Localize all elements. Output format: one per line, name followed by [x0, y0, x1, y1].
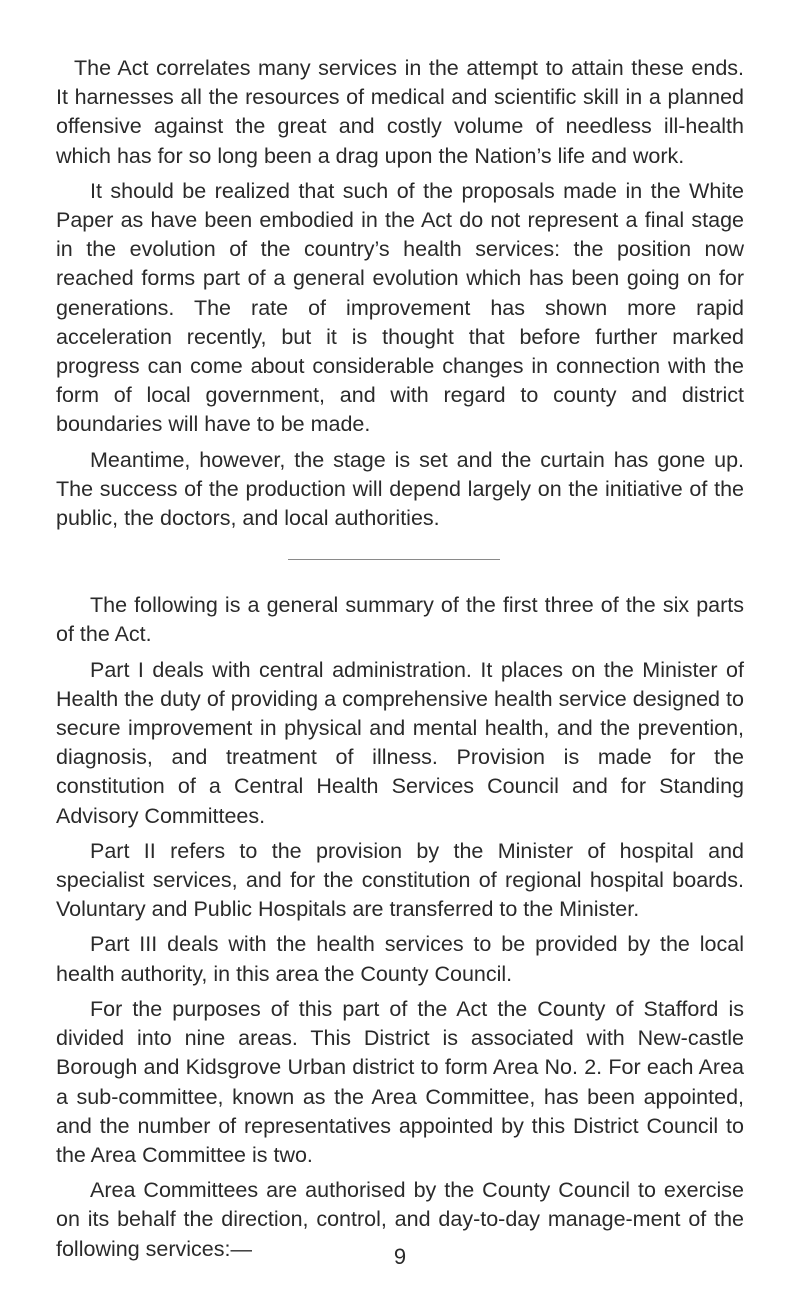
paragraph-county-areas: For the purposes of this part of the Act the County of Stafford is divided into nine areas. This District is associated with New-castle Borough and Kidsgrove Urban district to form Area No. 2. For each Area a sub-committee, known as the Area Committee, has been appointed, and the number of representatives appointed by this District Council to the Area Committee is two.: [56, 996, 744, 1167]
document-page: [56, 54, 744, 1264]
paragraph-act-correlates: The Act correlates many services in the attempt to attain these ends. It harnesses all the resources of medical and scientific skill in a planned offensive against the great and costly volume of needless ill-health which has for so long been a drag upon the Nation’s life and work.: [56, 56, 744, 168]
divider-rule: [288, 559, 500, 560]
paragraph-part-two: Part II refers to the provision by the Minister of hospital and specialist services, and for the constitution of regional hospital boards. Voluntary and Public Hospitals are transferred to the Minister.: [56, 838, 744, 922]
paragraph-white-paper: It should be realized that such of the proposals made in the White Paper as have been embodied in the Act do not represent a final stage in the evolution of the country’s health services: the position now reached forms part of a general evolution which has been going on for generations. The rate of improvement has shown more rapid acceleration recently, but it is thought that before further marked progress can come about considerable changes in connection with the form of local government, and with regard to county and district boundaries will have to be made.: [56, 178, 744, 437]
section-divider: [56, 533, 744, 591]
paragraph-part-three: Part III deals with the health services to be provided by the local health authority, in this area the County Council.: [56, 932, 744, 986]
page-number: 9: [393, 1244, 407, 1269]
paragraph-area-committees: Area Committees are authorised by the County Council to exercise on its behalf the direction, control, and day-to-day manage-ment of the following services:—: [56, 1178, 744, 1261]
paragraph-part-one: Part I deals with central administration. It places on the Minister of Health the duty of providing a comprehensive health service designed to secure improvement in physical and mental health, and the prevention, diagnosis, and treatment of illness. Provision is made for the constitution of a Central Health Services Council and for Standing Advisory Committees.: [56, 657, 744, 828]
paragraph-summary-intro: The following is a general summary of the first three of the six parts of the Act.: [56, 593, 744, 647]
paragraph-meantime: Meantime, however, the stage is set and the curtain has gone up. The success of the production will depend largely on the initiative of the public, the doctors, and local authorities.: [56, 447, 744, 531]
